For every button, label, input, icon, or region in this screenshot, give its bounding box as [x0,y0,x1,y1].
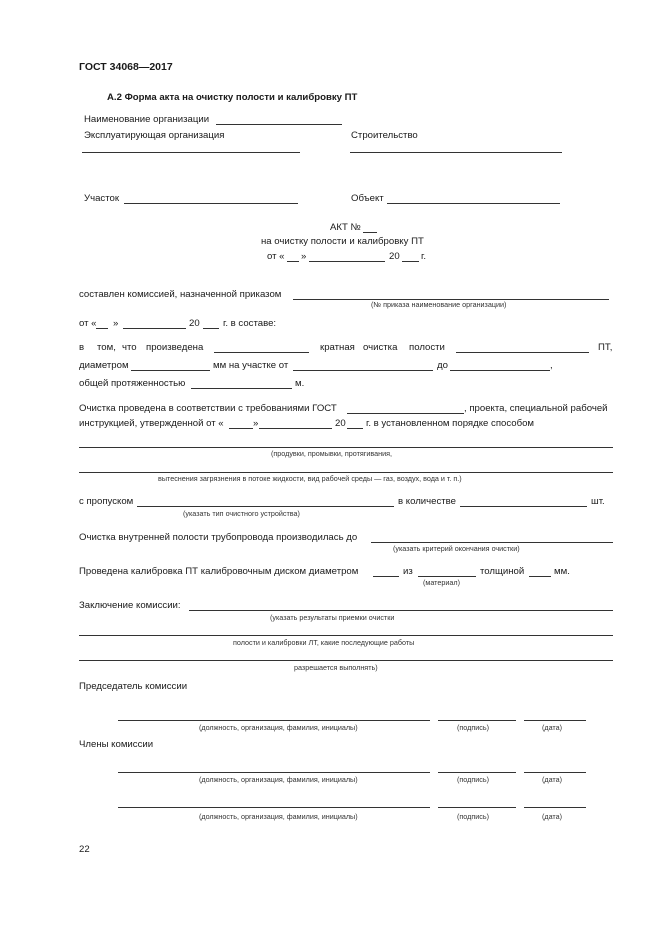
quantity-line[interactable] [460,506,587,507]
object-label: Объект [351,193,384,204]
section-comma: , [550,360,553,371]
instruction-year: 20 [335,418,346,429]
member2-signature-note: (подпись) [457,812,489,821]
act-title: АКТ № [330,222,361,233]
member2-signature-line[interactable] [438,807,516,808]
member1-signature-note: (подпись) [457,775,489,784]
thickness-label: толщиной [480,566,525,577]
operating-organization-label: Эксплуатирующая организация [84,130,225,141]
construction-label: Строительство [351,130,418,141]
gost-line[interactable] [347,413,464,414]
composition-day-line[interactable] [96,328,108,329]
criteria-note: (указать критерий окончания очистки) [393,544,520,553]
member2-position-line[interactable] [118,807,430,808]
instruction-quote: » [253,418,259,429]
standard-header: ГОСТ 34068—2017 [79,61,173,73]
pcs-label: шт. [591,496,605,507]
diameter-label: диаметром [79,360,129,371]
pass-label: с пропуском [79,496,134,507]
pipeline-line[interactable] [456,352,589,353]
site-label: Участок [84,193,120,204]
conclusion-line-1[interactable] [189,610,613,611]
act-subtitle: на очистку полости и калибровку ПТ [261,236,424,247]
multiple-word-1: кратная [320,342,355,353]
chairman-label: Председатель комиссии [79,681,188,692]
section-from-label: мм на участке от [213,360,289,371]
section-to-line[interactable] [450,370,550,371]
disk-diameter-line[interactable] [373,576,399,577]
member1-signature-line[interactable] [438,772,516,773]
criteria-line[interactable] [371,542,613,543]
instruction-text: инструкцией, утвержденной от « [79,418,224,429]
thickness-line[interactable] [529,576,551,577]
conclusion-line-2[interactable] [79,635,613,636]
act-date-day-line[interactable] [287,261,299,262]
conclusion-label: Заключение комиссии: [79,600,181,611]
instruction-month-line[interactable] [259,428,332,429]
project-text: , проекта, специальной рабочей [464,403,608,414]
composition-date-prefix: от « [79,318,97,329]
performed-word-3: что [122,342,137,353]
chairman-date-note: (дата) [542,723,563,732]
act-date-quote: » [301,251,307,262]
performed-word-1: в [79,342,85,353]
act-date-prefix: от « [267,251,285,262]
method-line-1[interactable] [79,447,613,448]
section-title: А.2 Форма акта на очистку полости и калибровку ПТ [107,92,358,103]
act-date-suffix: г. [421,251,426,262]
order-note: (№ приказа наименование организации) [371,300,507,309]
multiple-word-2: очистка [363,342,398,353]
construction-line[interactable] [350,152,562,153]
organization-name-line[interactable] [216,124,342,125]
inner-cavity-text: Очистка внутренней полости трубопровода производилась до [79,532,358,543]
object-line[interactable] [387,203,560,204]
operating-organization-line[interactable] [82,152,300,153]
section-from-line[interactable] [293,370,433,371]
chairman-date-line[interactable] [524,720,586,721]
method-note-2: вытеснения загрязнения в потоке жидкости, вид рабочей среды — газ, воздух, вода и т. п.) [158,474,462,483]
composition-year-line[interactable] [203,328,219,329]
calibration-text: Проведена калибровка ПТ калибровочным диском диаметром [79,566,359,577]
performed-word-4: произведена [146,342,204,353]
diameter-line[interactable] [131,370,210,371]
length-unit: м. [295,378,305,389]
act-date-month-line[interactable] [309,261,385,262]
multiplicity-line[interactable] [214,352,309,353]
organization-name-label: Наименование организации [84,114,210,125]
material-from-label: из [403,566,413,577]
chairman-signature-note: (подпись) [457,723,489,732]
commission-text: составлен комиссией, назначенной приказом [79,289,282,300]
act-number-line[interactable] [363,232,377,233]
composition-date-suffix: г. в составе: [223,318,277,329]
composition-month-line[interactable] [123,328,186,329]
site-line[interactable] [124,203,298,204]
method-line-2[interactable] [79,472,613,473]
performed-word-2: том, [97,342,116,353]
member1-position-note: (должность, организация, фамилия, инициалы) [199,775,358,784]
requirements-text: Очистка проведена в соответствии с требованиями ГОСТ [79,403,337,414]
act-date-year-line[interactable] [402,261,419,262]
quantity-label: в количестве [398,496,456,507]
member2-date-note: (дата) [542,812,563,821]
conclusion-line-3[interactable] [79,660,613,661]
chairman-signature-line[interactable] [438,720,516,721]
chairman-position-note: (должность, организация, фамилия, инициалы) [199,723,358,732]
member1-date-line[interactable] [524,772,586,773]
device-line[interactable] [137,506,394,507]
act-date-year: 20 [389,251,400,262]
mm-unit: мм. [554,566,570,577]
page-number: 22 [79,844,90,855]
results-note-2: полости и калибровки ЛТ, какие последующие работы [233,638,415,647]
device-note: (указать тип очистного устройства) [183,509,300,518]
chairman-position-line[interactable] [118,720,430,721]
pt-label: ПТ, [598,342,613,353]
length-label: общей протяженностью [79,378,186,389]
method-note-1: (продувки, промывки, протягивания, [271,449,393,458]
instruction-end-text: г. в установленном порядке способом [366,418,535,429]
length-line[interactable] [191,388,292,389]
member2-position-note: (должность, организация, фамилия, инициалы) [199,812,358,821]
material-note: (материал) [423,578,460,587]
results-note-1: (указать результаты приемки очистки [270,613,395,622]
material-line[interactable] [418,576,476,577]
member1-position-line[interactable] [118,772,430,773]
results-note-3: разрешается выполнять) [294,663,378,672]
section-to-label: до [437,360,448,371]
member1-date-note: (дата) [542,775,563,784]
instruction-day-line[interactable] [229,428,253,429]
member2-date-line[interactable] [524,807,586,808]
composition-date-quote: » [113,318,119,329]
composition-year: 20 [189,318,200,329]
members-label: Члены комиссии [79,739,154,750]
instruction-year-line[interactable] [347,428,363,429]
multiple-word-3: полости [409,342,445,353]
